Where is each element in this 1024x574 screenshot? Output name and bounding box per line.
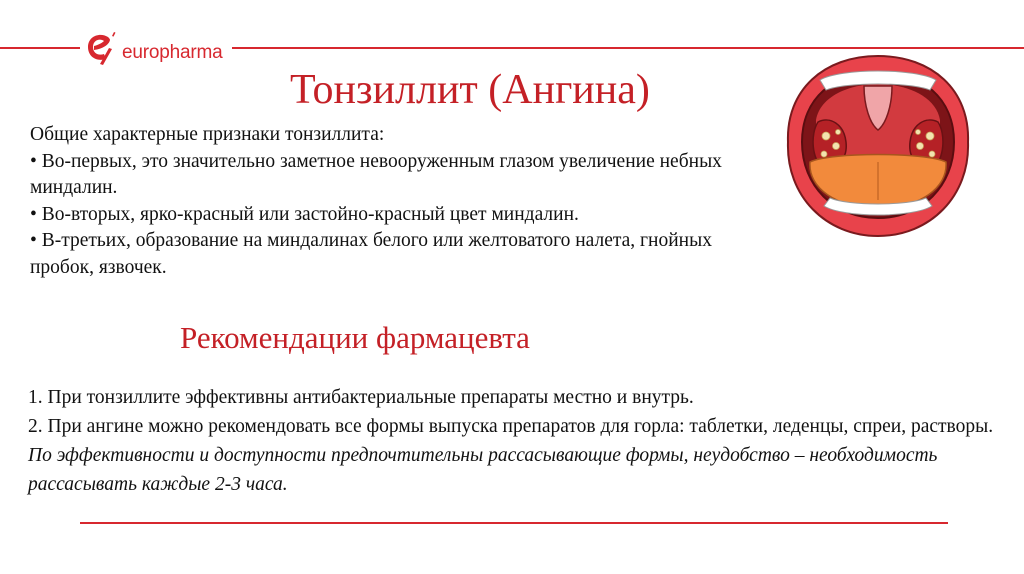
slide-title: Тонзиллит (Ангина) (290, 67, 650, 113)
symptoms-section (30, 122, 770, 281)
recommendation-text: 2. При ангине можно рекомендовать все формы выпуска препаратов для горла: таблетки, леденцы, спреи, растворы. (28, 416, 994, 437)
recommendations-title: Рекомендации фармацевта (180, 320, 530, 355)
recommendation-item (28, 412, 1018, 499)
header-rule-left (0, 47, 80, 49)
recommendation-item: 1. При тонзиллите эффективны антибактериальные препараты местно и внутрь. (28, 387, 694, 408)
tonsillitis-mouth-illustration (780, 50, 976, 240)
recommendations-section (28, 383, 1018, 499)
europharma-logo (82, 28, 232, 68)
header-rule-right (232, 47, 1024, 49)
symptom-item: • Во-первых, это значительно заметное невооруженным глазом увеличение небных миндалин. (30, 150, 722, 198)
open-mouth-tonsillitis-icon (780, 50, 976, 240)
symptom-item: • В-третьих, образование на миндалинах белого или желтоватого налета, гнойных пробок, язвочек. (30, 230, 712, 278)
europharma-logo-icon (82, 28, 122, 68)
footer-rule (80, 522, 948, 524)
recommendation-note: По эффективности и доступности предпочтительны рассасывающие формы, неудобство – необходимость рассасывать каждые 2-3 часа. (28, 445, 938, 495)
symptom-item: • Во-вторых, ярко-красный или застойно-красный цвет миндалин. (30, 203, 579, 225)
symptoms-heading: Общие характерные признаки тонзиллита: (30, 124, 385, 145)
logo-wordmark: europharma (122, 42, 223, 63)
